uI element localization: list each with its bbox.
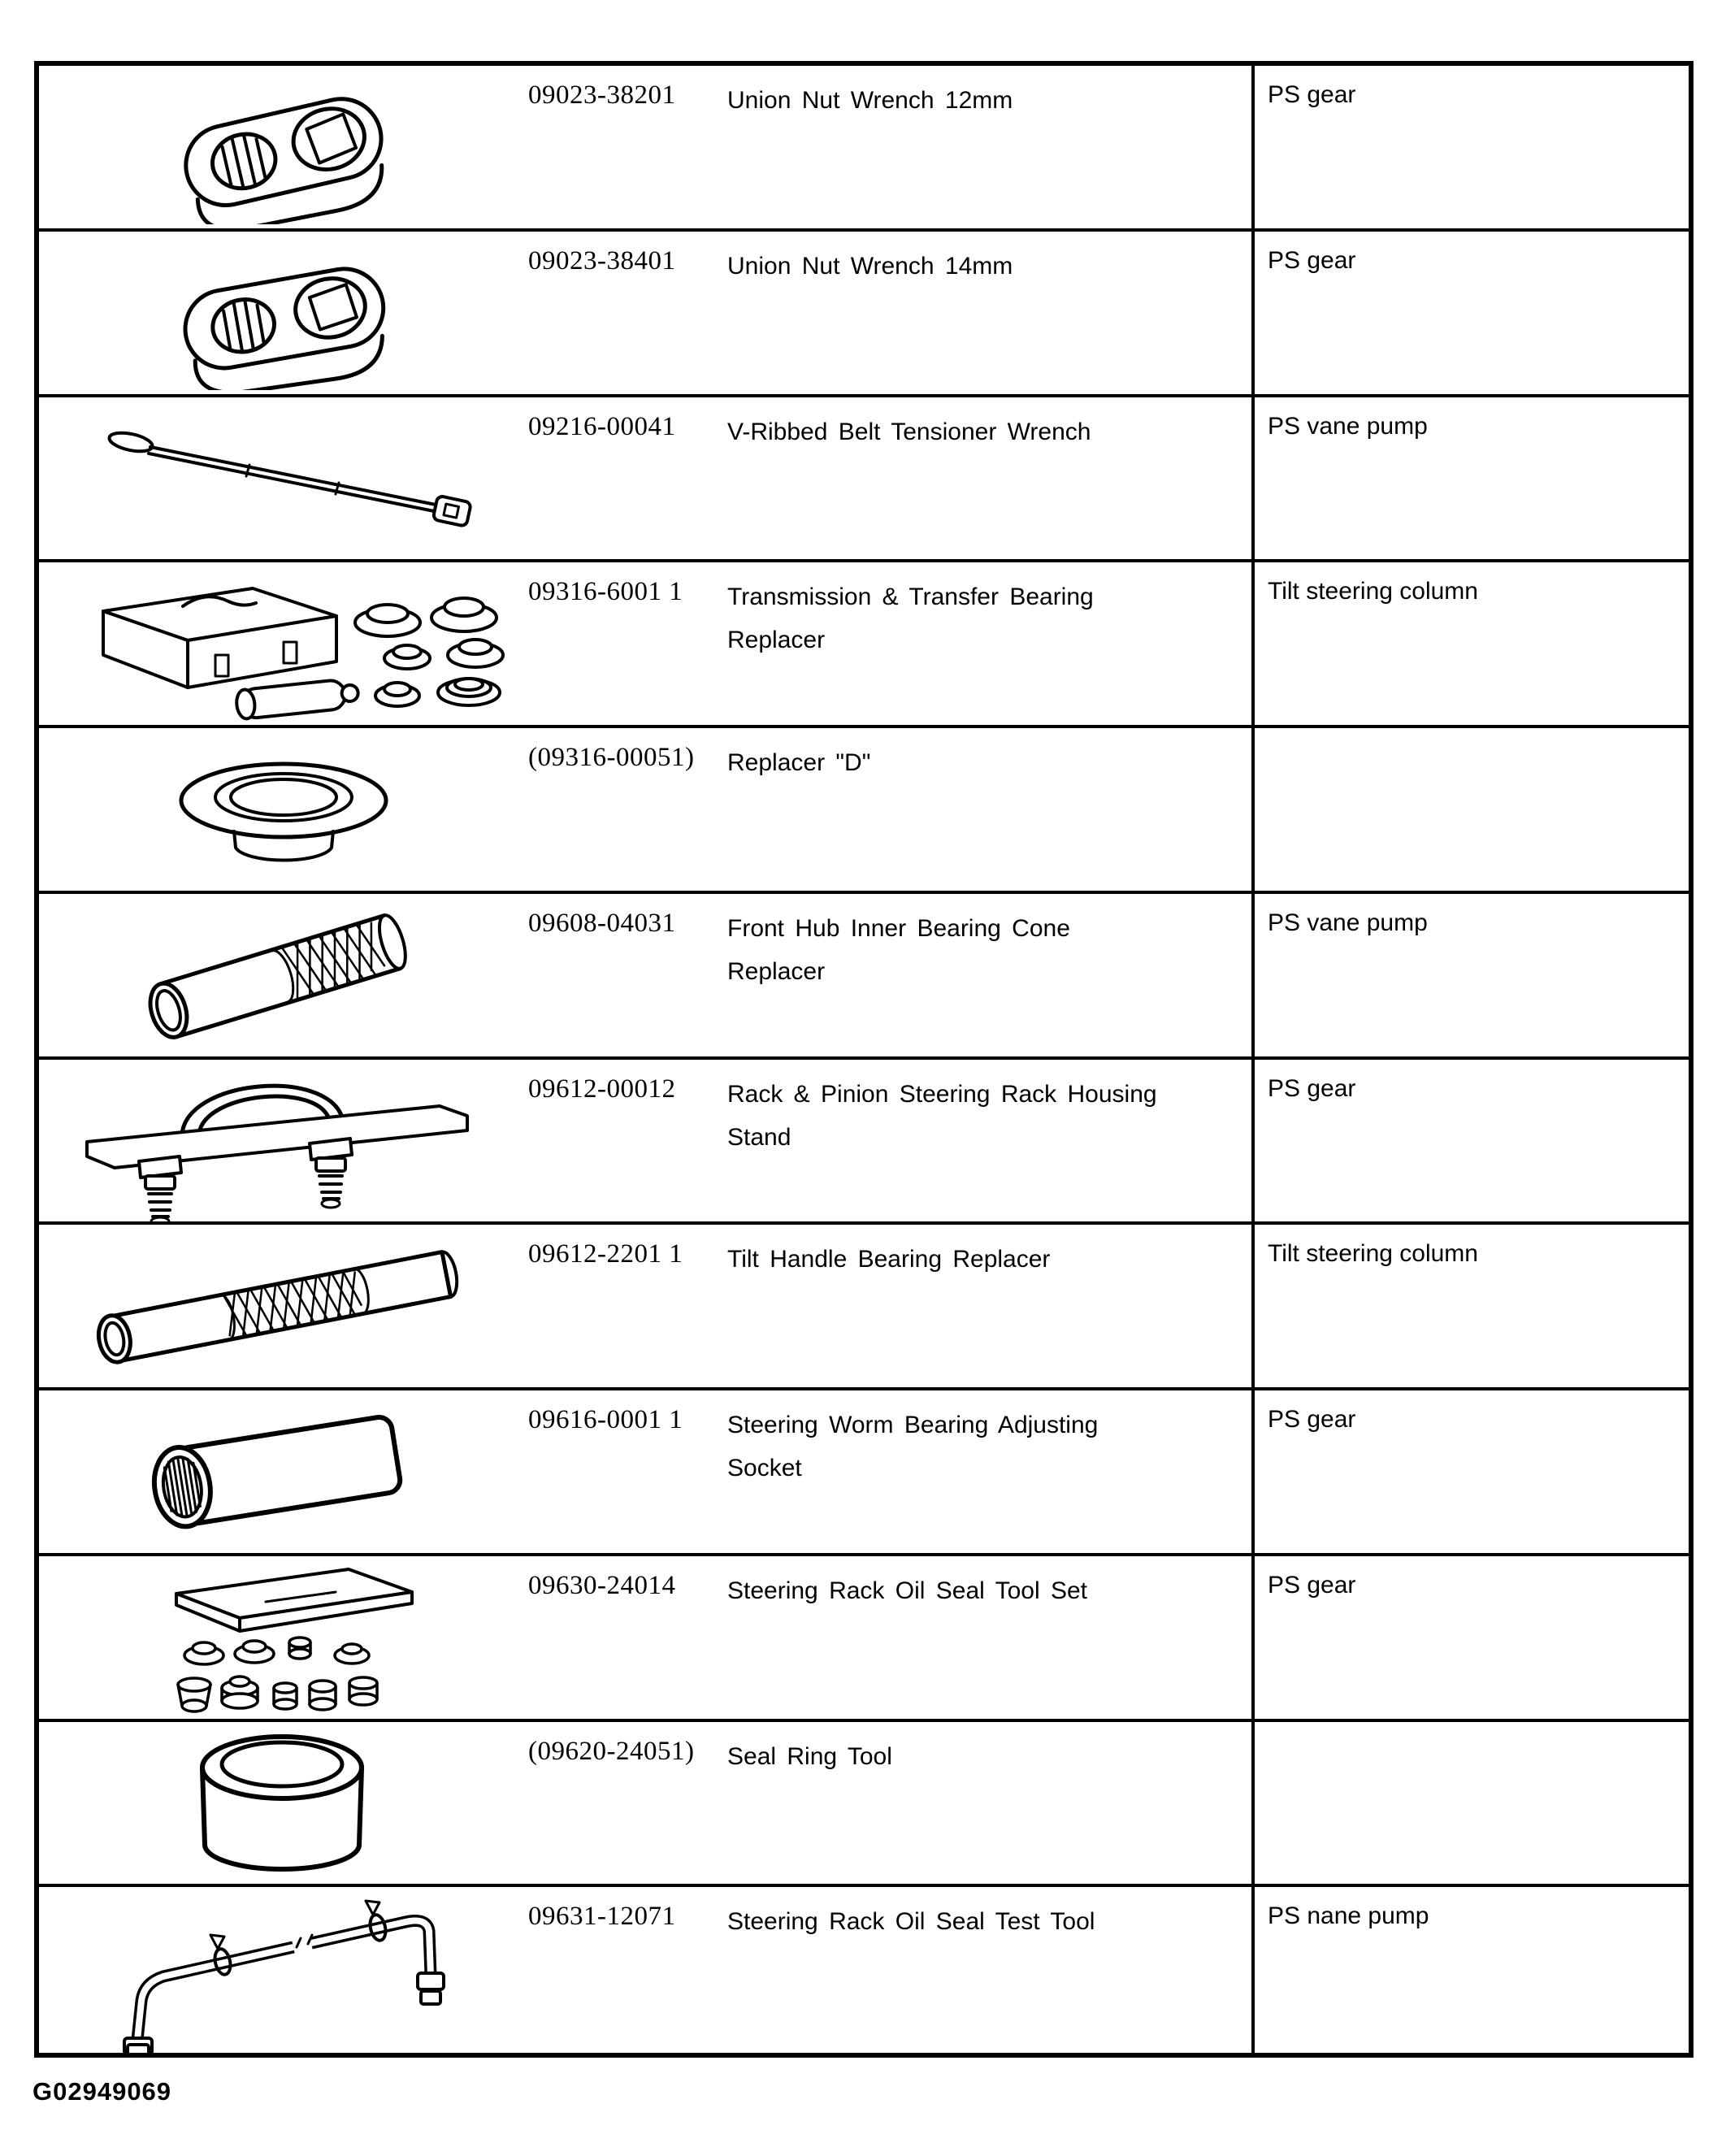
union-nut-wrench-illustration [39, 66, 528, 228]
oil-seal-tool-set-illustration [39, 1556, 528, 1719]
tool-description: Steering Rack Oil Seal Tool Set [727, 1577, 1087, 1604]
figure-code: G02949069 [33, 2077, 172, 2106]
tool-description: Steering Worm Bearing Adjusting Socket [727, 1412, 1099, 1481]
table-row [39, 232, 1689, 397]
tool-usage: PS gear [1251, 1390, 1689, 1553]
union-nut-wrench-illustration [39, 232, 528, 394]
tool-description: Union Nut Wrench 12mm [727, 87, 1013, 114]
tool-description: Union Nut Wrench 14mm [727, 252, 1013, 280]
tool-usage: PS gear [1251, 232, 1689, 394]
bearing-replacer-set-illustration [39, 562, 528, 725]
tool-usage: Tilt steering column [1251, 562, 1689, 725]
seal-ring-tool-illustration [39, 1722, 528, 1885]
oil-seal-test-tool-illustration [39, 1887, 528, 2053]
worm-bearing-adjusting-socket-illustration [39, 1390, 528, 1553]
part-number: 09216-00041 [528, 411, 676, 441]
tool-description: Replacer "D" [727, 749, 871, 776]
sst-tool-table [34, 61, 1693, 2058]
tool-usage: Tilt steering column [1251, 1225, 1689, 1387]
part-number: 09612-00012 [528, 1074, 676, 1104]
tool-description: Transmission & Transfer Bearing Replacer [727, 583, 1094, 654]
table-row [39, 1556, 1689, 1722]
table-row [39, 1225, 1689, 1390]
tool-usage [1251, 1722, 1689, 1885]
tool-usage: PS vane pump [1251, 894, 1689, 1056]
part-number: 09608-04031 [528, 908, 676, 938]
table-row [39, 562, 1689, 728]
tool-description: V-Ribbed Belt Tensioner Wrench [727, 418, 1091, 445]
part-number: 09631-12071 [528, 1902, 676, 1932]
part-number: 09023-38201 [528, 80, 676, 110]
replacer-d-illustration [39, 728, 528, 891]
tool-usage: PS vane pump [1251, 397, 1689, 560]
part-number: 09023-38401 [528, 245, 676, 275]
tilt-handle-bearing-replacer-illustration [39, 1225, 528, 1387]
tool-description: Tilt Handle Bearing Replacer [727, 1246, 1051, 1273]
part-number: (09316-00051) [528, 743, 695, 772]
belt-tensioner-wrench-illustration [39, 397, 528, 560]
table-row [39, 728, 1689, 894]
part-number: 09630-24014 [528, 1570, 676, 1600]
table-row [39, 894, 1689, 1060]
table-row [39, 1060, 1689, 1225]
tool-usage: PS gear [1251, 1556, 1689, 1719]
bearing-cone-replacer-illustration [39, 894, 528, 1056]
table-row [39, 1390, 1689, 1556]
table-row [39, 397, 1689, 563]
tool-usage: PS gear [1251, 66, 1689, 228]
tool-usage: PS gear [1251, 1060, 1689, 1222]
rack-housing-stand-illustration [39, 1060, 528, 1222]
tool-description: Front Hub Inner Bearing Cone Replacer [727, 914, 1070, 985]
tool-description: Rack & Pinion Steering Rack Housing Stand [727, 1080, 1157, 1151]
part-number: 09316-6001 1 [528, 577, 683, 607]
tool-description: Steering Rack Oil Seal Test Tool [727, 1908, 1095, 1936]
tool-usage: PS nane pump [1251, 1887, 1689, 2053]
part-number: 09612-2201 1 [528, 1239, 683, 1269]
tool-usage [1251, 728, 1689, 891]
table-row [39, 1722, 1689, 1888]
table-row [39, 66, 1689, 232]
table-row [39, 1887, 1689, 2053]
tool-description: Seal Ring Tool [727, 1742, 892, 1770]
part-number: (09620-24051) [528, 1736, 695, 1766]
part-number: 09616-0001 1 [528, 1405, 683, 1434]
